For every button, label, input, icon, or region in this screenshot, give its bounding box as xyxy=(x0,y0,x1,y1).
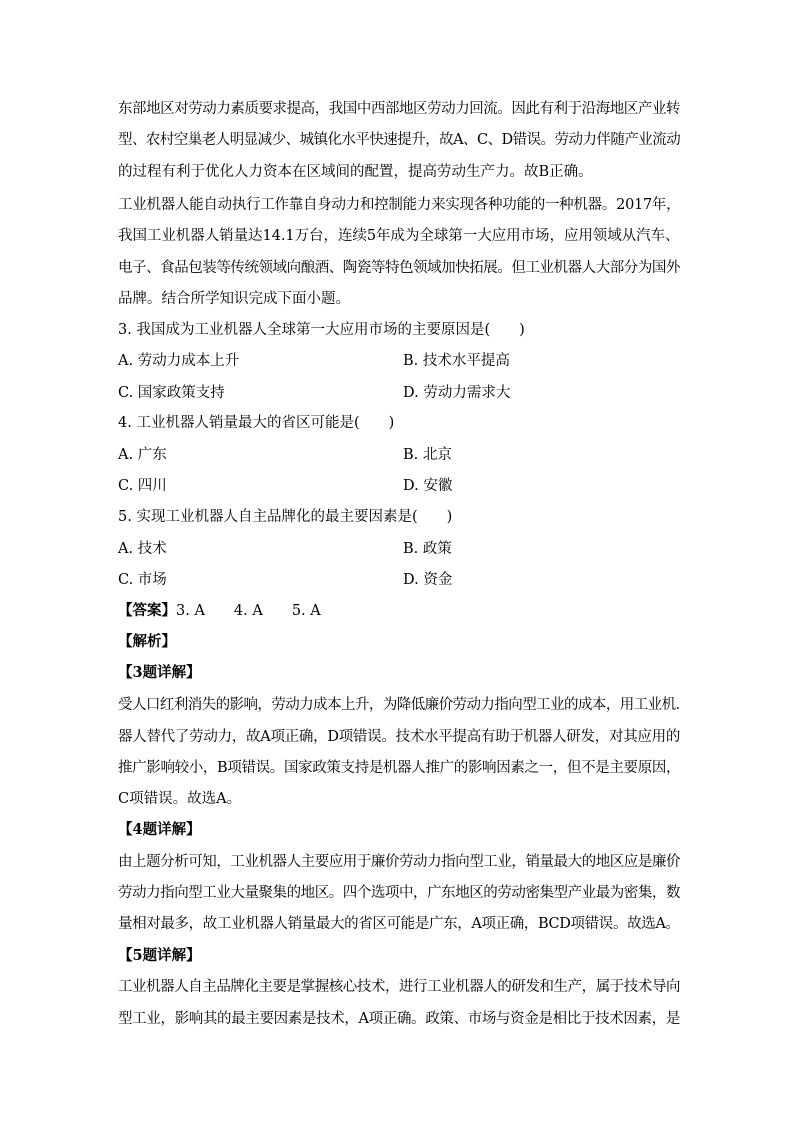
detail-3-heading: 【3题详解】 xyxy=(118,664,201,681)
passage2-line-2: 我国工业机器人销量达14.1万台，连续5年成为全球第一大应用市场，应用领域从汽车、 xyxy=(118,228,680,244)
analysis-label: 【解析】 xyxy=(118,633,176,650)
question-3-option-b: B. 技术水平提高 xyxy=(403,353,510,369)
question-5-option-b: B. 政策 xyxy=(403,541,452,557)
answer-line xyxy=(118,601,680,621)
question-4-option-d: D. 安徽 xyxy=(403,478,453,494)
detail-3-line-4: C项错误。故选A。 xyxy=(118,791,242,807)
passage2-line-1: 工业机器人能自动执行工作靠自身动力和控制能力来实现各种功能的一种机器。2017年， xyxy=(118,197,681,213)
question-3-stem: 3. 我国成为工业机器人全球第一大应用市场的主要原因是( ) xyxy=(118,322,525,338)
detail-3-line-3: 推广影响较小，B项错误。国家政策支持是机器人推广的影响因素之一，但不是主要原因， xyxy=(118,760,681,776)
question-3-option-d: D. 劳动力需求大 xyxy=(403,385,511,401)
detail-3-line-1: 受人口红利消失的影响，劳动力成本上升，为降低廉价劳动力指向型工业的成本，用工业机. xyxy=(118,697,680,713)
detail-4-line-2: 劳动力指向型工业大量聚集的地区。四个选项中，广东地区的劳动密集型产业最为密集，数 xyxy=(118,885,680,901)
detail-5-line-1: 工业机器人自主品牌化主要是掌握核心技术，进行工业机器人的研发和生产，属于技术导向 xyxy=(118,979,680,995)
question-3-option-c: C. 国家政策支持 xyxy=(118,385,225,401)
detail-4-line-3: 量相对最多，故工业机器人销量最大的省区可能是广东，A项正确，BCD项错误。故选A。 xyxy=(118,916,680,932)
question-4-option-b: B. 北京 xyxy=(403,447,452,463)
question-4-option-a: A. 广东 xyxy=(118,447,167,463)
detail-4-heading: 【4题详解】 xyxy=(118,821,201,838)
question-4-option-c: C. 四川 xyxy=(118,478,167,494)
passage2-line-3: 电子、食品包装等传统领域向酿酒、陶瓷等特色领域加快拓展。但工业机器人大部分为国外 xyxy=(118,260,680,276)
question-5-option-a: A. 技术 xyxy=(118,541,167,557)
passage1-line-3: 的过程有利于优化人力资本在区域间的配置，提高劳动生产力。故B正确。 xyxy=(118,164,593,180)
passage1-line-2: 型、农村空巢老人明显减少、城镇化水平快速提升，故A、C、D错误。劳动力伴随产业流动 xyxy=(118,132,681,148)
passage2-line-4: 品牌。结合所学知识完成下面小题。 xyxy=(118,291,350,307)
question-3-option-a: A. 劳动力成本上升 xyxy=(118,353,240,369)
detail-5-line-2: 型工业，影响其的最主要因素是技术，A项正确。政策、市场与资金是相比于技术因素，是 xyxy=(118,1011,680,1027)
detail-4-line-1: 由上题分析可知，工业机器人主要应用于廉价劳动力指向型工业，销量最大的地区应是廉价 xyxy=(118,854,680,870)
passage1-line-1: 东部地区对劳动力素质要求提高，我国中西部地区劳动力回流。因此有利于沿海地区产业转 xyxy=(118,101,680,117)
question-5-stem: 5. 实现工业机器人自主品牌化的最主要因素是( ) xyxy=(118,509,453,525)
question-5-option-d: D. 资金 xyxy=(403,572,453,588)
detail-3-line-2: 器人替代了劳动力，故A项正确，D项错误。技术水平提高有助于机器人研发，对其应用的 xyxy=(118,729,681,745)
answer-label: 【答案】 xyxy=(118,602,176,619)
question-4-stem: 4. 工业机器人销量最大的省区可能是( ) xyxy=(118,415,395,431)
answer-text: 3. A 4. A 5. A xyxy=(176,603,321,619)
question-5-option-c: C. 市场 xyxy=(118,572,167,588)
detail-5-heading: 【5题详解】 xyxy=(118,947,201,964)
